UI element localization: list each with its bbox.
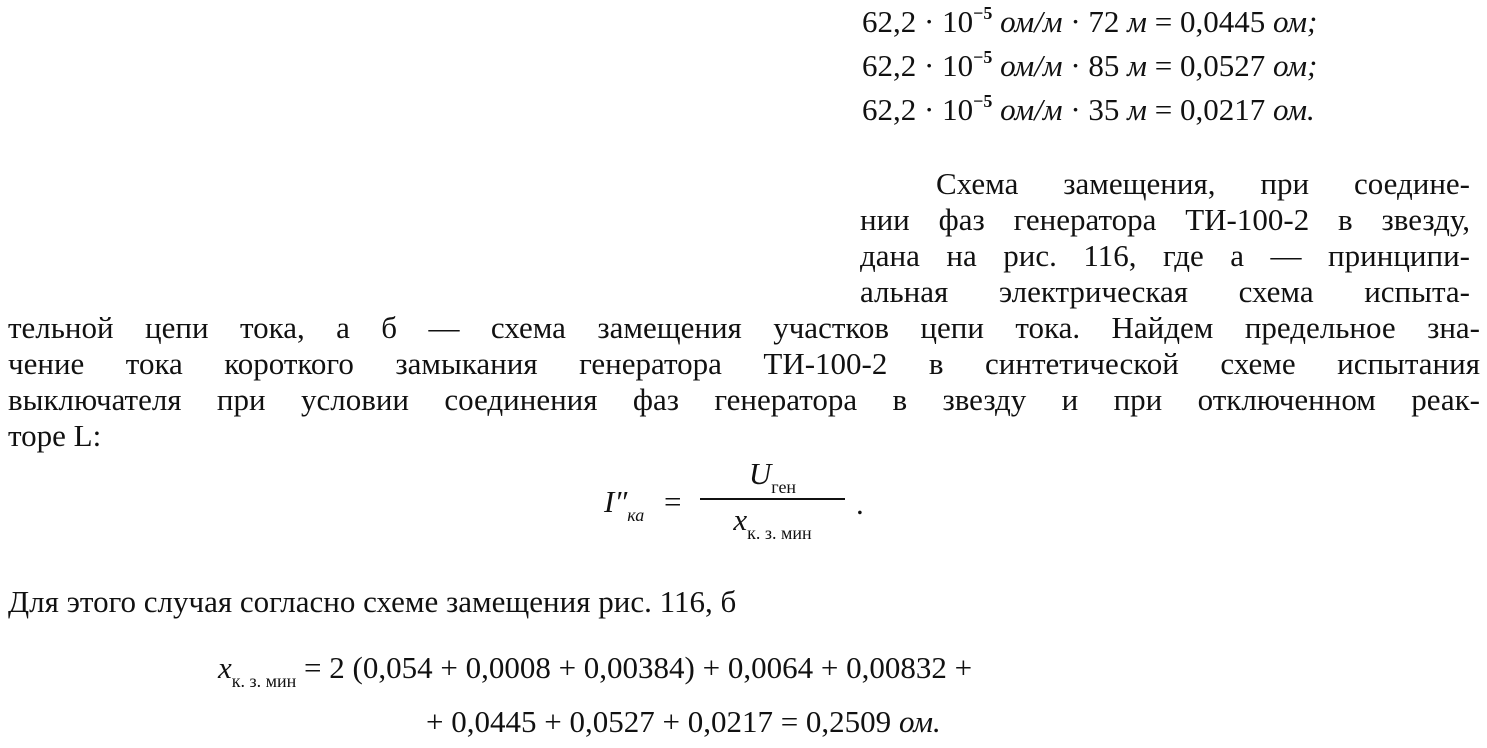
paragraph-line: выключателя при условии соединения фаз генератора в звезду и при отключенном реак- [8, 382, 1480, 417]
paragraph-last-line: торе L: [8, 418, 102, 453]
paragraph-wide [8, 310, 1480, 418]
x-formula-line2: + 0,0445 + 0,0527 + 0,0217 = 0,2509 ом. [426, 704, 941, 739]
current-formula-eq: = [664, 484, 682, 519]
resistance-calc-line: $62,2 \cdot 10^{-5}$ ом/м · 35 м = 0,0217 ом. [862, 91, 1315, 127]
paragraph-line: альная электрическая схема испыта- [860, 274, 1470, 309]
current-formula-fraction: $U_{ген}$ $x_{к. з. мин}$ [700, 456, 845, 542]
paragraph-line: нии фаз генератора ТИ-100-2 в звезду, [860, 202, 1470, 237]
paragraph-line: тельной цепи тока, а б — схема замещения участков цепи тока. Найдем предельное зна- [8, 310, 1480, 345]
current-formula-end: . [856, 486, 864, 521]
paragraph-line: Схема замещения, при соедине- [936, 166, 1470, 201]
fraction-bar [700, 498, 845, 500]
resistance-calc-line: $62,2 \cdot 10^{-5}$ ом/м · 85 м = 0,0527 ом; [862, 47, 1318, 83]
x-formula-line1: $x_{к. з. мин} = 2$ (0,054 + 0,0008 + 0,00384) + 0,0064 + 0,00832 + [218, 650, 973, 691]
resistance-calc-line: $62,2 \cdot 10^{-5}$ ом/м · 72 м = 0,0445 ом; [862, 3, 1318, 39]
current-formula-lhs: $I''_{ка}$ [604, 484, 645, 525]
paragraph-narrow [860, 166, 1470, 310]
paragraph-line: чение тока короткого замыкания генератора ТИ-100-2 в синтетической схеме испытания [8, 346, 1480, 381]
intro-line: Для этого случая согласно схеме замещения рис. 116, б [8, 584, 737, 619]
paragraph-line: дана на рис. 116, где а — принципи- [860, 238, 1470, 273]
